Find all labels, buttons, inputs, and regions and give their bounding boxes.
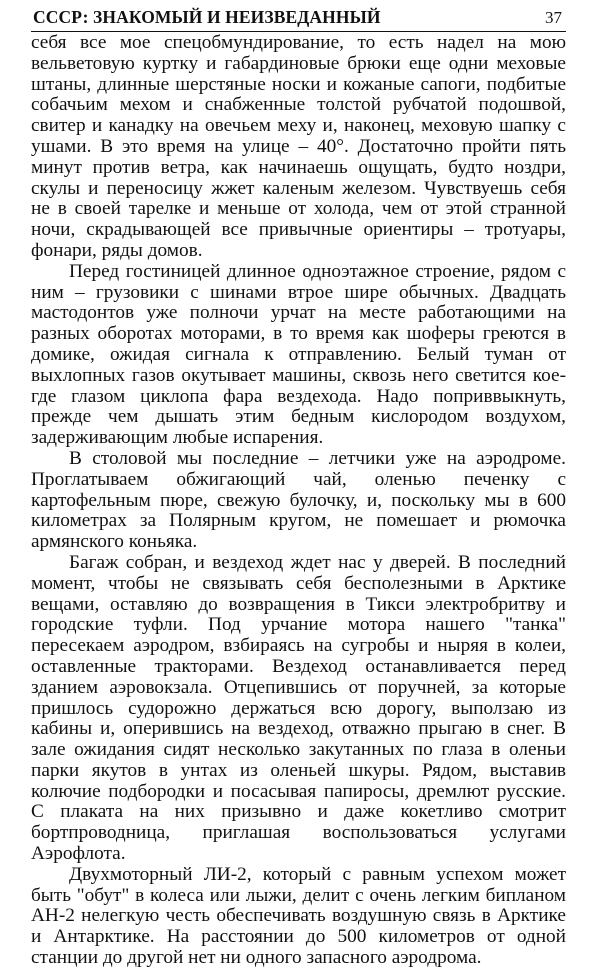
chapter-title: СССР: ЗНАКОМЫЙ И НЕИЗВЕДАННЫЙ [33, 7, 381, 27]
paragraph-3: В столовой мы последние – летчики уже на аэродроме. Проглатываем обжигающий чай, оленью печенку с картофельным пюре, свежую булочку, и, поскольку мы в 600 километрах за Полярным кругом, не помешает и рюмочка армянского коньяка. [31, 447, 566, 553]
paragraph-2: Перед гостиницей длинное одноэтажное строение, рядом с ним – грузовики с шинами втрое шире обычных. Двадцать мастодонтов уже полночи урчат на месте работающими на разных оборотах моторами, в то время как шоферы греются в домике, ожидая сигнала к отправлению. Белый туман от выхлопных газов окутывает машины, сквозь него светится кое-где глазом циклопа фара вездехода. Надо поприввыкнуть, прежде чем дышать этим бедным кислородом воздухом, задерживающим любые испарения. [31, 260, 566, 449]
page-number: 37 [545, 8, 562, 27]
paragraph-5: Двухмоторный ЛИ-2, который с равным успехом может быть "обут" в колеса или лыжи, делит с очень легким бипланом АН-2 нелегкую честь обеспечивать воздушную связь в Арктике и Антарктике. На расстоянии до 500 километров от одной станции до другой нет ни одного запасного аэродрома. [31, 863, 566, 969]
paragraph-4: Багаж собран, и вездеход ждет нас у дверей. В последний момент, чтобы не связывать себя бесполезными в Арктике вещами, оставляю до возвращения в Тикси электробритву и городские туфли. Под урчание мотора нашего "танка" пересекаем аэродром, взбираясь на сугробы и ныряя в колеи, оставленные тракторами. Вездеход останавливается перед зданием аэровокзала. Отцепившись от поручней, за которые пришлось судорожно держаться всю дорогу, выползаю из кабины и, оперившись на вездеход, отважно прыгаю в снег. В зале ожидания сидят несколько закутанных по глаза в оленьи парки якутов в унтах из оленьей шкуры. Рядом, выставив колючие подбородки и посасывая папиросы, дремлют русские. С плаката на них призывно и даже кокетливо смотрит бортпроводница, приглашая воспользоваться услугами Аэрофлота. [31, 551, 566, 865]
running-header [33, 4, 566, 30]
paragraph-1: себя все мое спецобмундирование, то есть надел на мою вельветовую куртку и габардиновые брюки еще одни меховые штаны, длинные шерстяные носки и кожаные сапоги, подбитые собачьим мехом и снабженные толстой рубчатой подошвой, свитер и канадку на овечьем меху и, наконец, меховую шапку с ушами. В это время на улице – 40°. Достаточно пройти пять минут против ветра, как начинаешь ощущать, будто ноздри, скулы и переносицу жжет каленым железом. Чувствуешь себя не в своей тарелке и меньше от холода, чем от этой странной ночи, скрадывающей все привычные ориентиры – тротуары, фонари, ряды домов. [31, 32, 566, 261]
body-text [31, 33, 566, 969]
